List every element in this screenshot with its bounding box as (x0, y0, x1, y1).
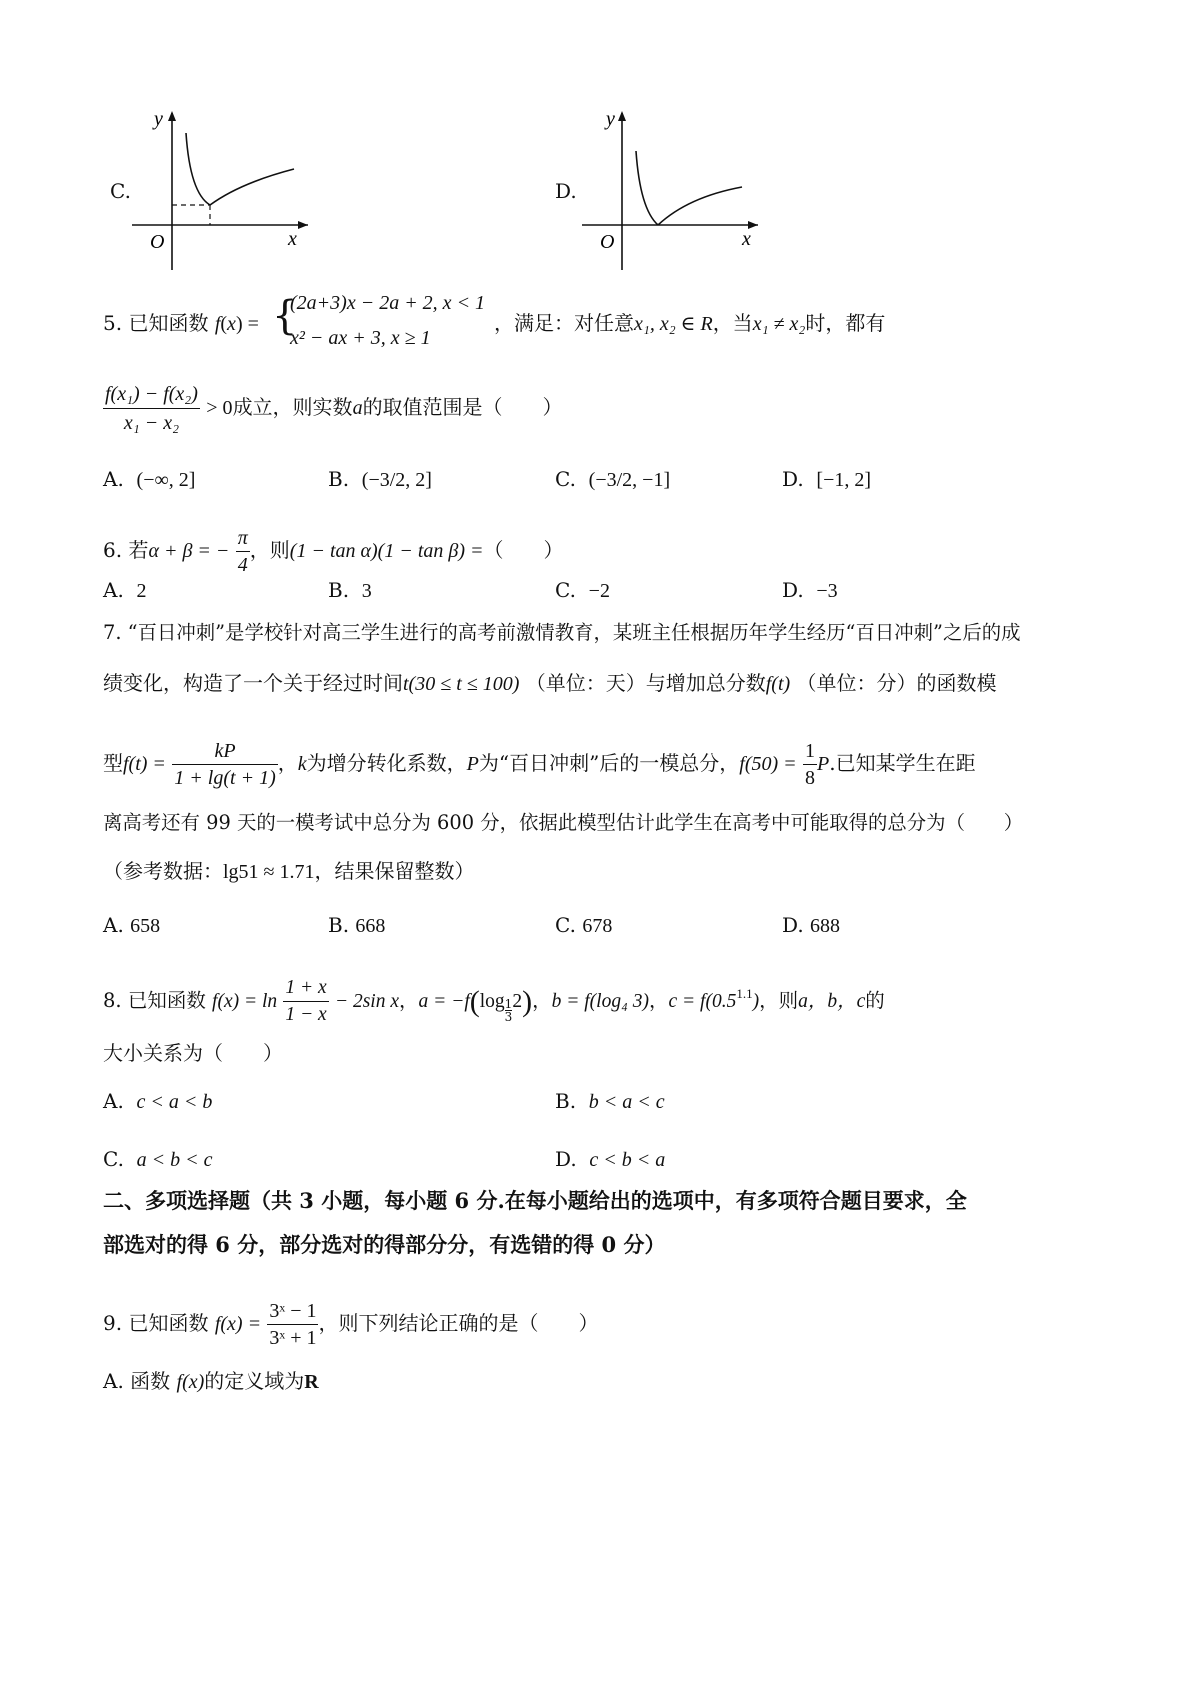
graph-c-origin-label: O (150, 231, 165, 253)
graph-d-origin-label: O (600, 231, 615, 253)
q8-option-d[interactable]: D. c < b < a (555, 1147, 666, 1171)
q7-line4: 离高考还有 99 天的一模考试中总分为 600 分，依据此模型估计此学生在高考中可能取得的总分为（ ） (103, 811, 1024, 834)
option-c-label: C. (110, 179, 131, 203)
graph-d (570, 105, 770, 275)
q8-option-c[interactable]: C. a < b < c (103, 1147, 213, 1171)
q6-option-c[interactable]: C. −2 (555, 578, 610, 602)
q5-line1: 5. 已知函数 f(x) = (103, 311, 259, 335)
q8-line2: 大小关系为（ ） (103, 1041, 283, 1065)
q5-line2: $\frac{\text{f(x₁) − f(x₂)}}{\text{x₁ − x₂}}$ > 0成立，则实数a的取值范围是（ ） (103, 380, 563, 437)
q5-brace: { (272, 293, 298, 339)
section2-header-line1: 二、多项选择题（共 3 小题，每小题 6 分.在每小题给出的选项中，有多项符合题目要求，全 (103, 1188, 967, 1213)
q7-option-a[interactable]: A. 658 (103, 913, 161, 937)
graph-c (120, 105, 320, 275)
q6-option-d[interactable]: D. −3 (782, 578, 838, 602)
q8-option-b[interactable]: B. b < a < c (555, 1089, 665, 1113)
q5-option-c[interactable]: C. (−3/2, −1] (555, 467, 671, 491)
q9-option-a[interactable]: A. 函数 f(x)的定义域为R (103, 1369, 319, 1393)
q5-option-b[interactable]: B. (−3/2, 2] (328, 467, 432, 491)
q7-line5: （参考数据：lg51 ≈ 1.71，结果保留整数） (103, 859, 475, 883)
q7-line3: 型f(t) = $\frac{kP}{1 + \lg(t + 1)}$ ，k为增分转化系数，P为“百日冲刺”后的一模总分，f(50) = $\frac{1}{8}$ P.已知某学生在距 (103, 740, 976, 789)
graph-d-x-label: x (742, 228, 751, 250)
q7-line2: 绩变化，构造了一个关于经过时间t(30 ≤ t ≤ 100) （单位：天）与增加总分数f(t) （单位：分）的函数模 (103, 671, 997, 695)
q7-option-b[interactable]: B. 668 (328, 913, 386, 937)
q7-option-c[interactable]: C. 678 (555, 913, 613, 937)
q5-piece-1: (2a+3)x − 2a + 2, x < 1 (290, 292, 486, 314)
q6-line: 6. 若α + β = − $\frac{\pi}{4}$ ，则(1 − tan α)(1 − tan β) =（ ） (103, 527, 564, 576)
q8-option-a[interactable]: A. c < a < b (103, 1089, 213, 1113)
section2-header-line2: 部选对的得 6 分，部分选对的得部分分，有选错的得 0 分） (103, 1232, 666, 1257)
graph-d-y-label: y (606, 108, 615, 130)
q5-option-d[interactable]: D. [−1, 2] (782, 467, 872, 491)
q5-piece-2: x² − ax + 3, x ≥ 1 (290, 327, 431, 349)
graph-c-y-label: y (154, 108, 163, 130)
q5-line1-tail: ，满足：对任意x₁, x₂ ∈ R，当x₁ ≠ x₂时，都有 (494, 311, 886, 335)
option-d-label: D. (555, 179, 577, 203)
q7-option-d[interactable]: D. 688 (782, 913, 841, 937)
q6-option-a[interactable]: A. 2 (103, 578, 147, 602)
q6-option-b[interactable]: B. 3 (328, 578, 372, 602)
q5-option-a[interactable]: A. (−∞, 2] (103, 467, 196, 491)
graph-c-x-label: x (288, 228, 297, 250)
q8-line1: 8. 已知函数 f(x) = ln $\frac{1 + x}{1 - x}$ − 2sin x，a = −f(log $\frac{1}{3}$ 2)，b = f(log₄ 3)，$c = f(0.5^{1.1})$，则a，b，c的 (103, 977, 885, 1025)
q7-line1: 7. “百日冲刺”是学校针对高三学生进行的高考前激情教育，某班主任根据历年学生经历“百日冲刺”之后的成 (103, 621, 1021, 644)
q9-line: 9. 已知函数 f(x) = $\frac{\text{3ˣ − 1}}{\text{3ˣ + 1}}$ ，则下列结论正确的是（ ） (103, 1300, 599, 1349)
